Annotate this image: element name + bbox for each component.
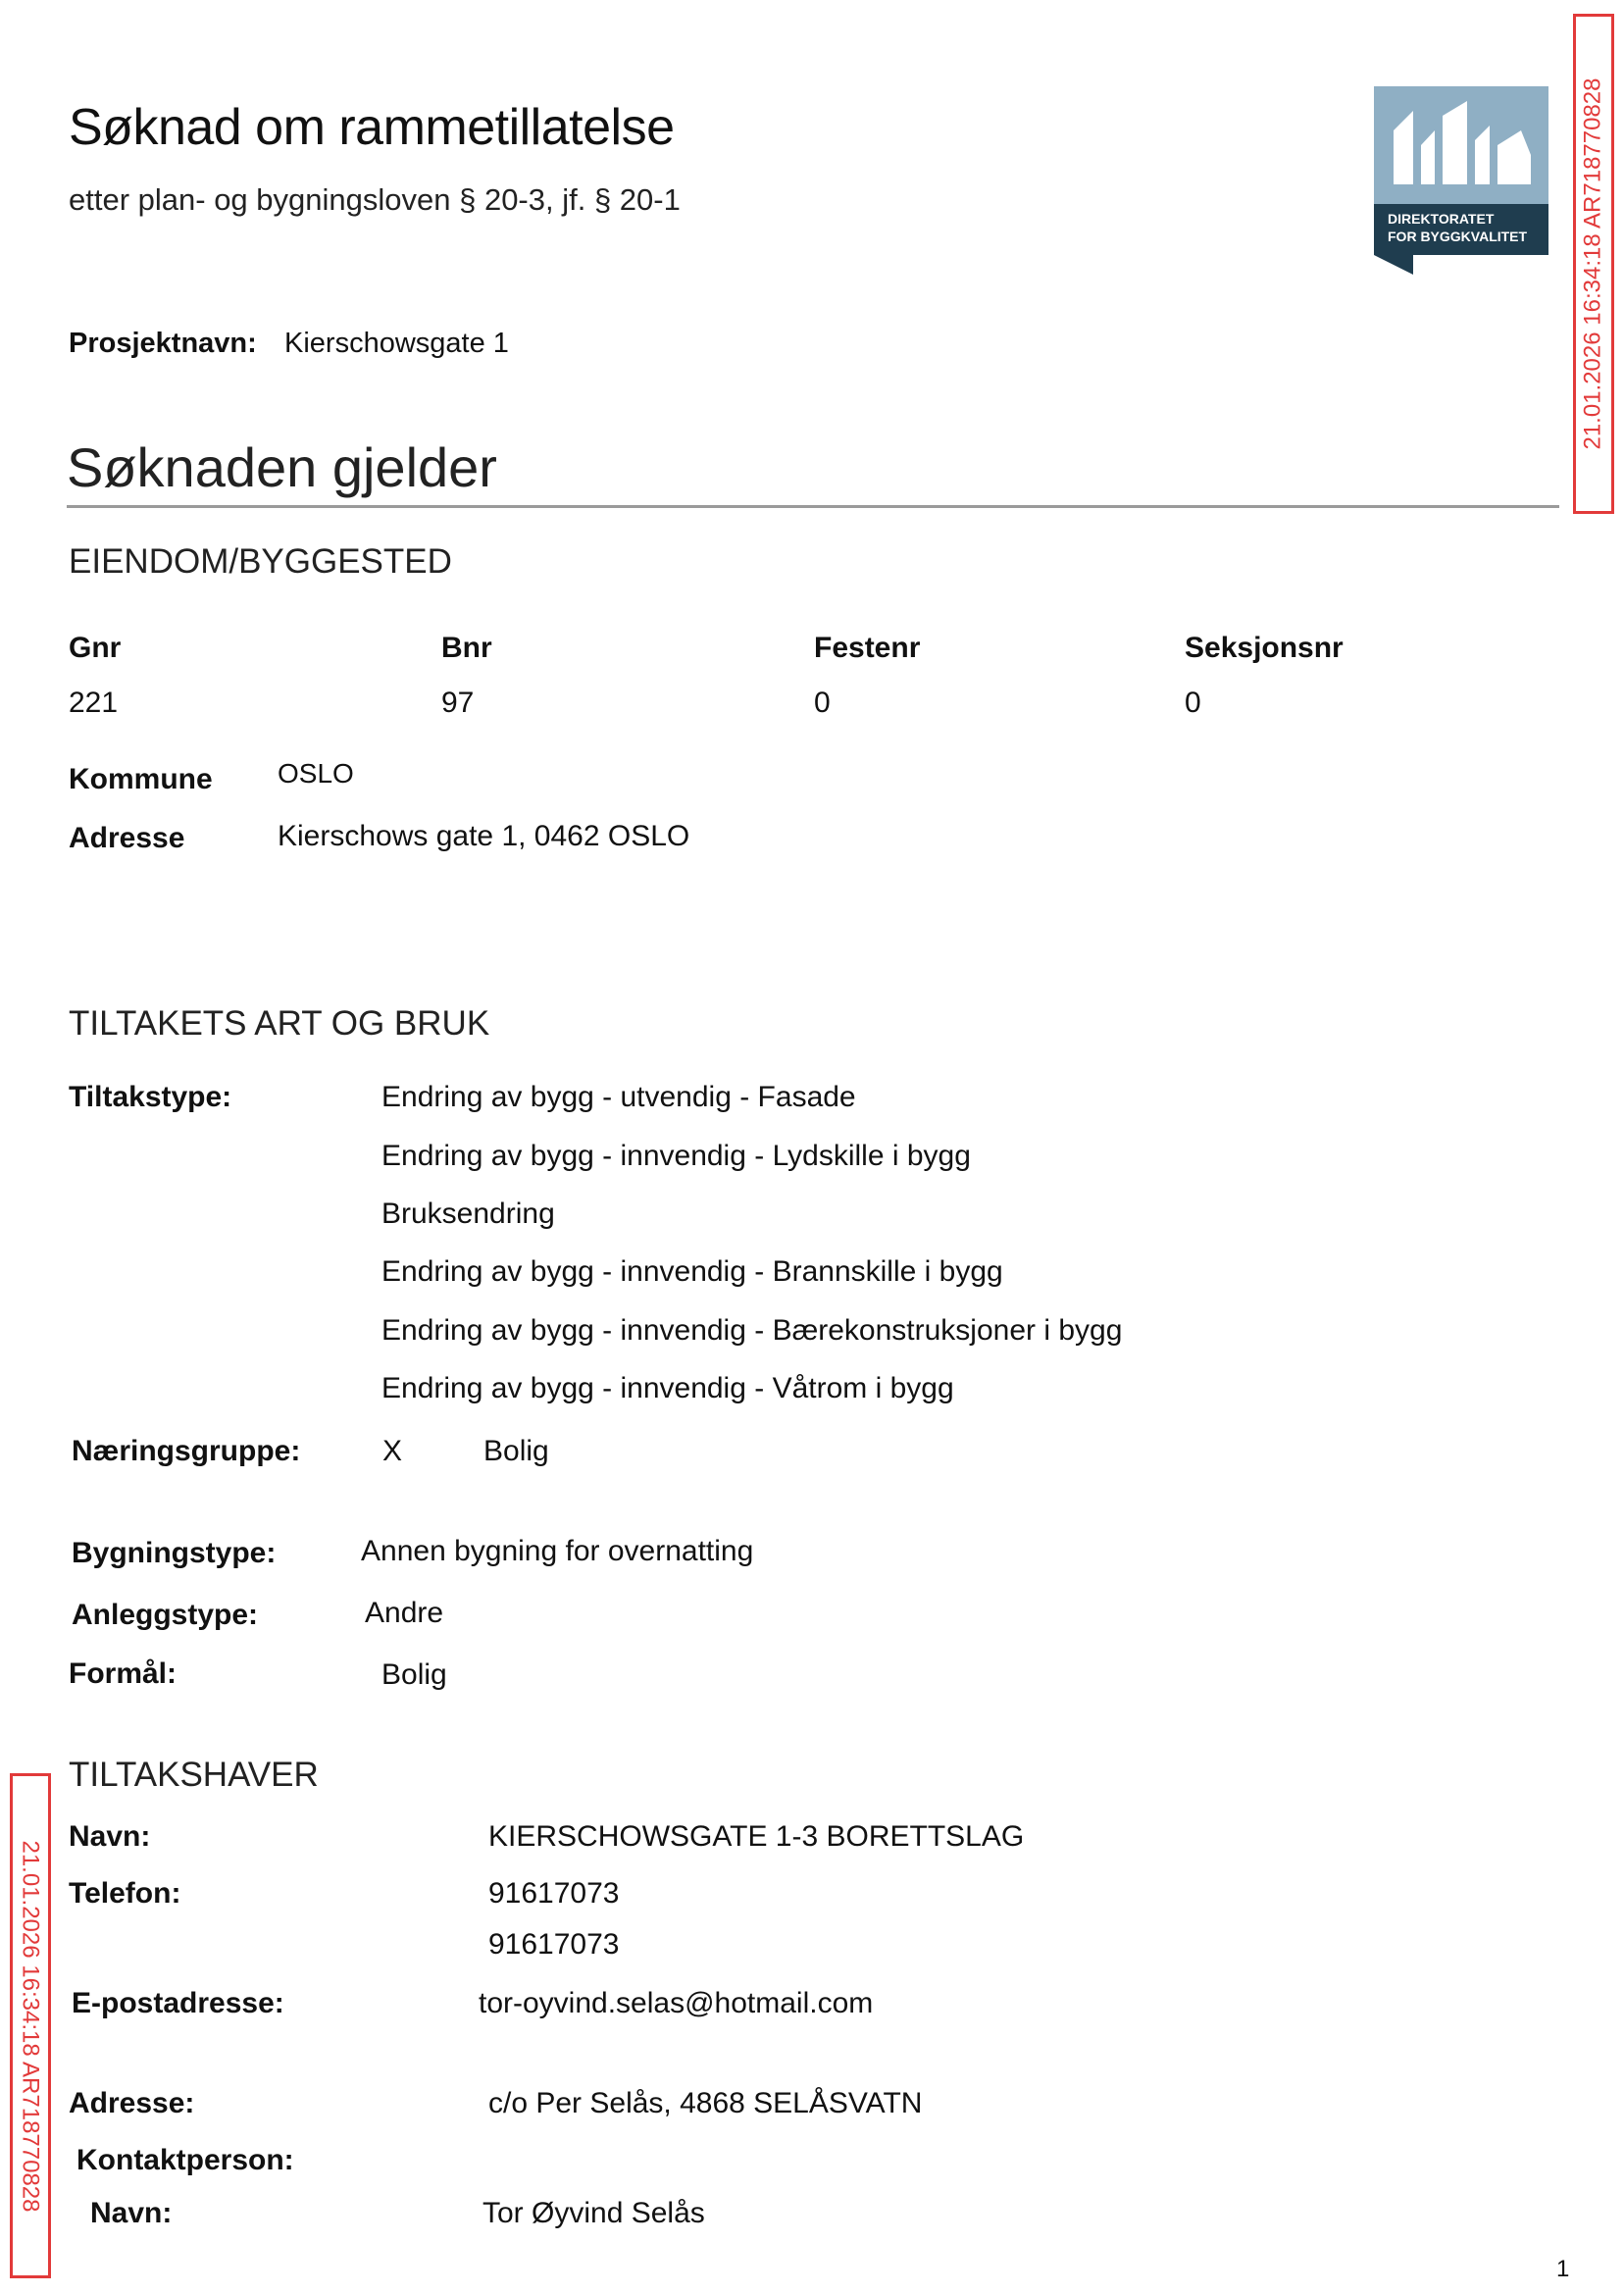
owner-heading: TILTAKSHAVER (69, 1756, 319, 1794)
owner-phone-value: 91617073 (488, 1877, 620, 1910)
tiltakstype-item: Endring av bygg - innvendig - Lydskille i bygg (381, 1140, 971, 1172)
document-title: Søknad om rammetillatelse (69, 99, 675, 156)
bygningstype-label: Bygningstype: (72, 1537, 277, 1569)
anleggstype-value: Andre (365, 1597, 444, 1629)
receipt-stamp-bottom (10, 1773, 51, 2278)
owner-email-value: tor-oyvind.selas@hotmail.com (479, 1987, 874, 2019)
property-heading: EIENDOM/BYGGESTED (69, 542, 452, 581)
adresse-value: Kierschows gate 1, 0462 OSLO (278, 820, 690, 852)
seksjonsnr-value: 0 (1185, 687, 1201, 719)
contact-person-label: Kontaktperson: (76, 2144, 294, 2176)
tiltakstype-item: Endring av bygg - innvendig - Brannskille i bygg (381, 1255, 1003, 1288)
formal-label: Formål: (69, 1657, 178, 1690)
dibk-logo-graphic (1374, 86, 1548, 275)
tiltakstype-item: Endring av bygg - utvendig - Fasade (381, 1081, 856, 1113)
owner-name-label: Navn: (69, 1820, 151, 1853)
document-subtitle: etter plan- og bygningsloven § 20-3, jf. § 20-1 (69, 182, 681, 217)
project-name-label: Prosjektnavn: (69, 328, 257, 359)
naeringsgruppe-label: Næringsgruppe: (72, 1435, 301, 1467)
naeringsgruppe-value: Bolig (483, 1435, 549, 1467)
stamp-text: 21.01.2026 16:34:18 AR718770828 (18, 1839, 44, 2213)
tiltakstype-item: Endring av bygg - innvendig - Våtrom i bygg (381, 1372, 954, 1404)
festenr-value: 0 (814, 687, 831, 719)
bnr-value: 97 (441, 687, 475, 719)
bygningstype-value: Annen bygning for overnatting (361, 1535, 754, 1567)
owner-phone-value-2: 91617073 (488, 1928, 620, 1961)
tiltakstype-item: Bruksendring (381, 1198, 555, 1230)
seksjonsnr-label: Seksjonsnr (1185, 632, 1344, 664)
page-number: 1 (1556, 2256, 1570, 2282)
formal-value: Bolig (381, 1658, 447, 1691)
contact-name-label: Navn: (90, 2197, 173, 2229)
kommune-label: Kommune (69, 763, 213, 795)
receipt-stamp-top (1573, 14, 1614, 514)
naeringsgruppe-code: X (382, 1435, 403, 1467)
owner-name-value: KIERSCHOWSGATE 1-3 BORETTSLAG (488, 1820, 1025, 1853)
gnr-value: 221 (69, 687, 119, 719)
kommune-value: OSLO (278, 758, 354, 789)
contact-name-value: Tor Øyvind Selås (482, 2197, 705, 2229)
anleggstype-label: Anleggstype: (72, 1599, 259, 1631)
adresse-label: Adresse (69, 822, 185, 854)
project-name-value: Kierschowsgate 1 (284, 328, 509, 359)
tiltakstype-label: Tiltakstype: (69, 1081, 232, 1113)
section-divider (67, 505, 1559, 508)
owner-address-value: c/o Per Selås, 4868 SELÅSVATN (488, 2087, 923, 2119)
bnr-label: Bnr (441, 632, 492, 664)
owner-address-label: Adresse: (69, 2087, 195, 2119)
festenr-label: Festenr (814, 632, 921, 664)
dibk-logo (1374, 86, 1548, 275)
stamp-text: 21.01.2026 16:34:18 AR718770828 (1580, 77, 1606, 450)
logo-line-2: FOR BYGGKVALITET (1388, 229, 1528, 244)
section-title: Søknaden gjelder (67, 436, 497, 498)
tiltakstype-item: Endring av bygg - innvendig - Bærekonstruksjoner i bygg (381, 1314, 1123, 1347)
measure-heading: TILTAKETS ART OG BRUK (69, 1004, 490, 1043)
gnr-label: Gnr (69, 632, 122, 664)
logo-line-1: DIREKTORATET (1388, 211, 1495, 227)
owner-email-label: E-postadresse: (72, 1987, 284, 2019)
owner-phone-label: Telefon: (69, 1877, 181, 1910)
